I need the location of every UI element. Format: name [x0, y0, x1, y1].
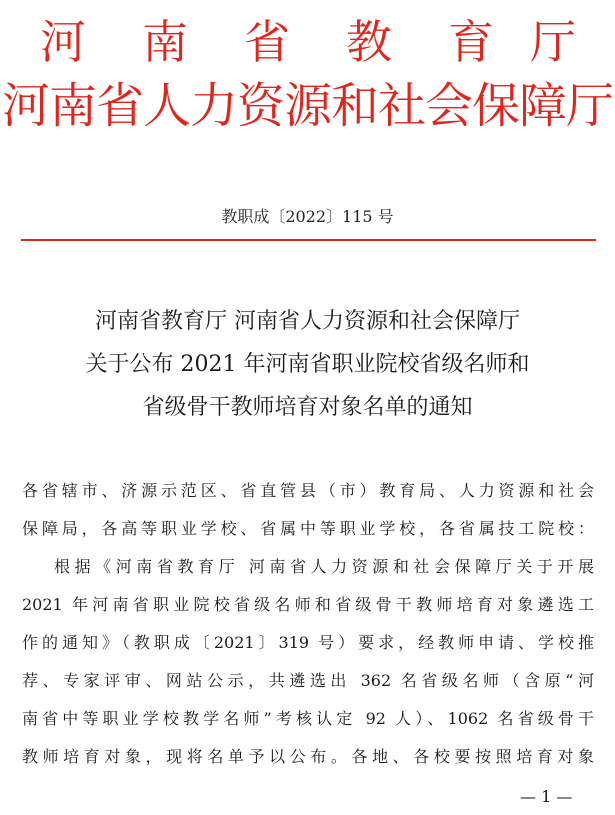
body-text-line: 教师培育对象，现将名单予以公布。各地、各校要按照培育对象 — [22, 747, 594, 766]
header-char: 南 — [142, 15, 188, 69]
header-char: 育 — [448, 15, 494, 69]
body-text-line: 根据《河南省教育厅 河南省人力资源和社会保障厅关于开展 — [54, 557, 594, 576]
header-char: 河 — [40, 15, 86, 69]
red-divider-line — [21, 239, 596, 241]
page-number: — 1 — — [520, 787, 573, 806]
document-title-line: 关于公布 2021 年河南省职业院校省级名师和 — [85, 352, 530, 377]
body-text-line: 各省辖市、济源示范区、省直管县（市）教育局、人力资源和社会 — [22, 481, 594, 500]
header-char: 教 — [346, 15, 392, 69]
issuer-header-education-dept — [0, 14, 615, 70]
document-title-line: 河南省教育厅 河南省人力资源和社会保障厅 — [95, 309, 520, 334]
header-char: 省 — [244, 15, 290, 69]
body-text-line: 南省中等职业学校教学名师”考核认定 92 人）、1062 名省级骨干 — [22, 709, 594, 728]
body-text-line: 2021 年河南省职业院校省级名师和省级骨干教师培育对象遴选工 — [22, 595, 594, 614]
document-number: 教职成〔2022〕115 号 — [221, 207, 394, 226]
header-char: 厅 — [530, 15, 576, 69]
body-text-line: 保障局，各高等职业学校、省属中等职业学校，各省属技工院校： — [22, 519, 594, 538]
body-text-line: 作的通知》（教职成〔2021〕319 号）要求，经教师申请、学校推 — [22, 633, 594, 652]
document-title-line: 省级骨干教师培育对象名单的通知 — [142, 395, 473, 420]
body-text-line: 荐、专家评审、网站公示，共遴选出 362 名省级名师（含原“河 — [22, 671, 594, 690]
issuer-header-hr-dept: 河南省人力资源和社会保障厅 — [1, 78, 613, 134]
